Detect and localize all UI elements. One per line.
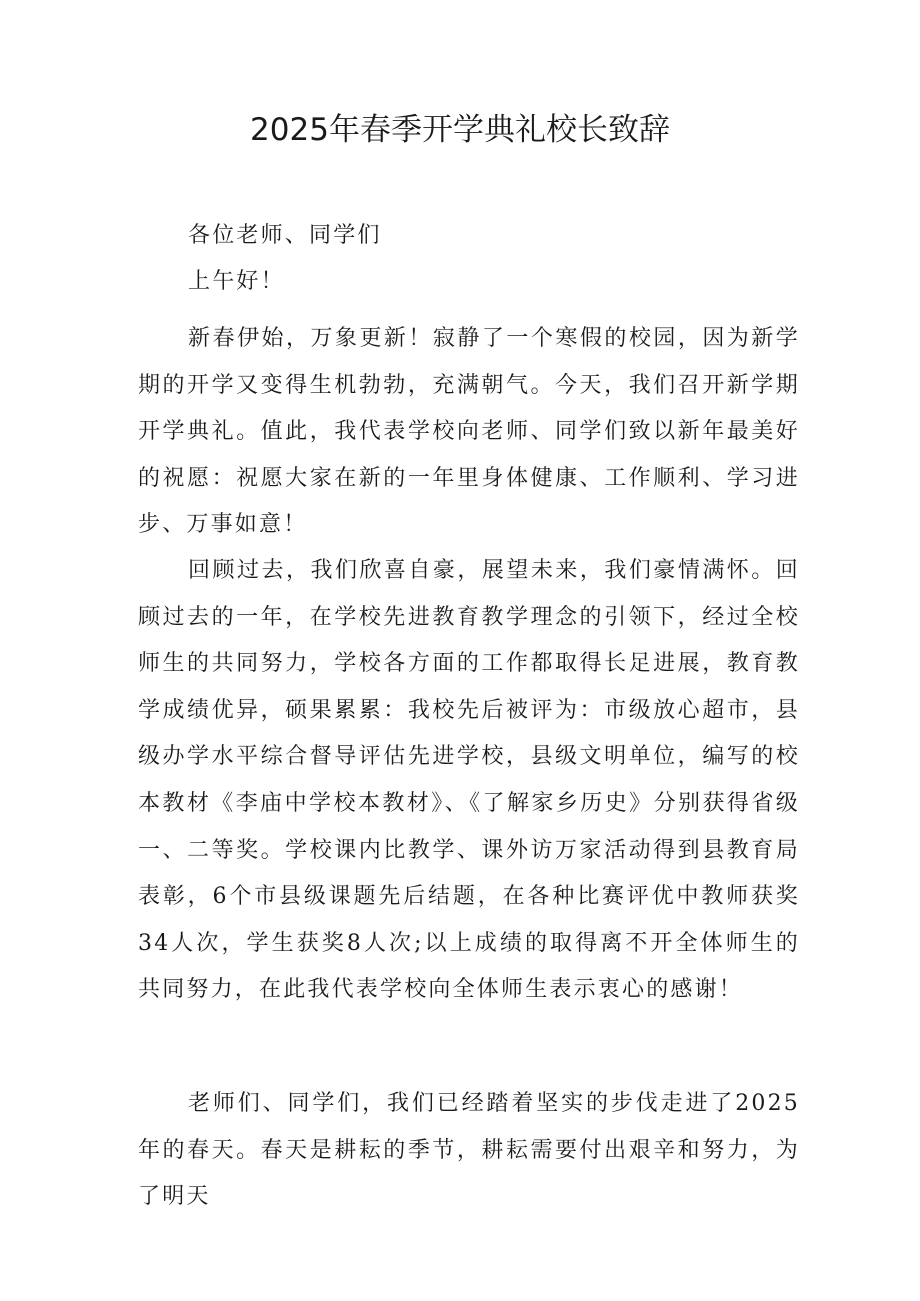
paragraph-spring: 老师们、同学们，我们已经踏着坚实的步伐走进了2025年的春天。春天是耕耘的季节，耕耘需要付出艰辛和努力，为了明天: [138, 1091, 800, 1210]
paragraph-opening: 新春伊始，万象更新！寂静了一个寒假的校园，因为新学期的开学又变得生机勃勃，充满朝气。今天，我们召开新学期开学典礼。值此，我代表学校向老师、同学们致以新年最美好的祝愿：祝愿大家在新的一年里身体健康、工作顺利、学习进步、万事如意！: [138, 326, 800, 538]
document-title: 2025年春季开学典礼校长致辞: [250, 112, 670, 148]
greeting: 各位老师、同学们: [188, 223, 382, 248]
paragraph-review: 回顾过去，我们欣喜自豪，展望未来，我们豪情满怀。回顾过去的一年，在学校先进教育教学理念的引领下，经过全校师生的共同努力，学校各方面的工作都取得长足进展，教育教学成绩优异，硕果累累：我校先后被评为：市级放心超市，县级办学水平综合督导评估先进学校，县级文明单位，编写的校本教材《李庙中学校本教材》、《了解家乡历史》分别获得省级一、二等奖。学校课内比教学、课外访万家活动得到县教育局表彰，6个市县级课题先后结题，在各种比赛评优中教师获奖34人次，学生获奖8人次;以上成绩的取得离不开全体师生的共同努力，在此我代表学校向全体师生表示衷心的感谢！: [138, 558, 800, 1003]
salutation: 上午好！: [188, 269, 285, 294]
